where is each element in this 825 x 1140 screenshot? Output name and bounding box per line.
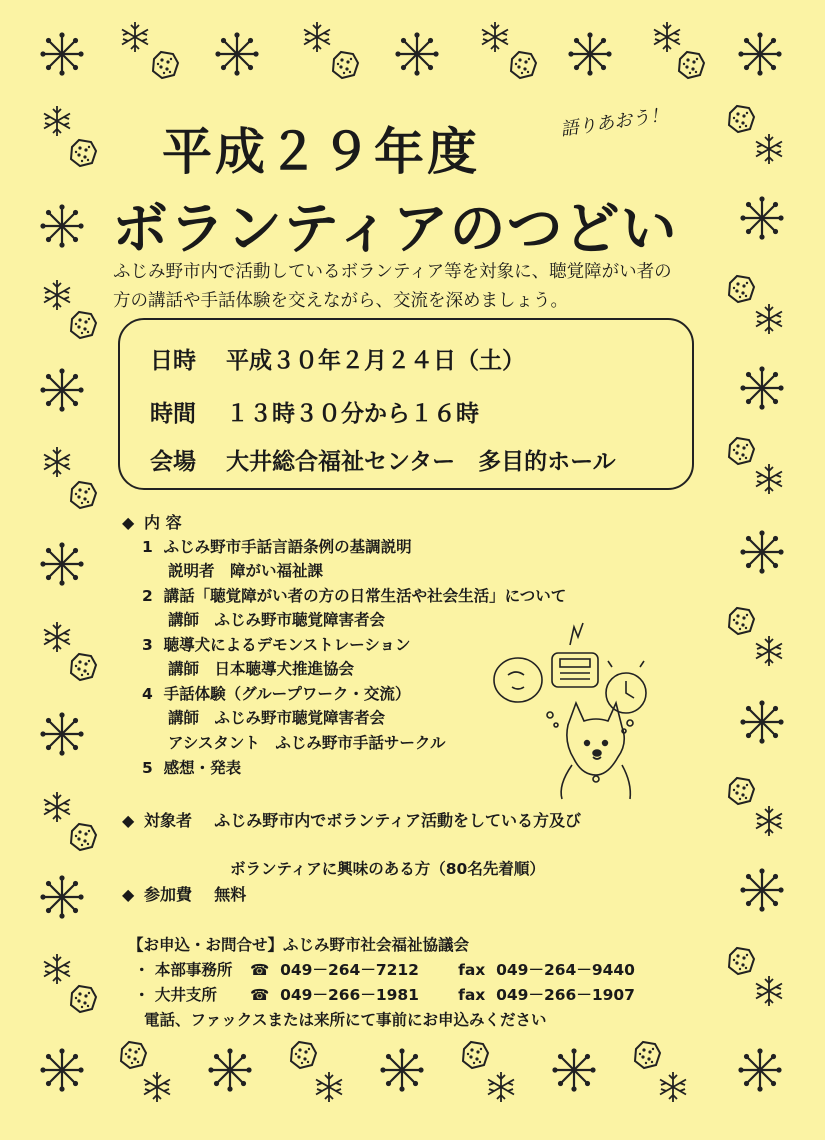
crystal-icon [118,1040,148,1070]
snowflake-icon [650,20,684,54]
snowflake-icon [740,868,784,912]
snowflake-icon [40,790,74,824]
list-item-sub: 講師 ふじみ野市聴覚障害者会 [168,709,386,727]
venue-value: 大井総合福祉センター 多目的ホール [226,449,616,475]
diamond-bullet-icon: ◆ [122,513,135,532]
snowflake-icon [40,368,84,412]
snowflake-icon [208,1048,252,1092]
target-label: 対象者 [144,811,193,830]
crystal-icon [288,1040,318,1070]
date-value: 平成３０年２月２４日（土） [226,348,525,374]
date-label: 日時 [150,348,196,374]
snowflake-icon [40,1048,84,1092]
fee-label: 参加費 [144,885,193,904]
crystal-icon [676,50,706,80]
office-tel: 049－266－1981 [280,986,419,1004]
list-item: 1 ふじみ野市手話言語条例の基調説明 [142,538,412,556]
crystal-icon [726,946,756,976]
crystal-icon [508,50,538,80]
snowflake-icon [738,32,782,76]
snowflake-icon [740,700,784,744]
snowflake-icon [484,1070,518,1104]
snowflake-icon [40,542,84,586]
office-name: ・ 本部事務所 [134,961,233,979]
fee-row [122,882,246,905]
list-item-sub: 講師 日本聴導犬推進協会 [168,660,355,678]
crystal-icon [726,104,756,134]
office-tel: 049－264－7212 [280,961,419,979]
list-item: 2 講話「聴覚障がい者の方の日常生活や社会生活」について [142,587,567,605]
snowflake-icon [740,196,784,240]
snowflake-icon [752,974,786,1008]
time-value: １３時３０分から１６時 [226,401,479,427]
crystal-icon [632,1040,662,1070]
snowflake-icon [752,132,786,166]
snowflake-icon [740,366,784,410]
list-item-sub: 説明者 障がい福祉課 [168,562,324,580]
snowflake-icon [312,1070,346,1104]
fax-label: fax [458,961,486,979]
diamond-bullet-icon: ◆ [122,885,135,904]
office-fax: 049－266－1907 [496,986,635,1004]
contact-heading: 【お申込・お問合せ】ふじみ野市社会福祉協議会 [128,936,470,954]
venue-row [150,443,616,476]
snowflake-icon [40,952,74,986]
office-fax: 049－264－9440 [496,961,635,979]
snowflake-icon [40,712,84,756]
crystal-icon [68,822,98,852]
crystal-icon [150,50,180,80]
snowflake-icon [738,1048,782,1092]
snowflake-icon [215,32,259,76]
snowflake-icon [40,875,84,919]
event-year-title: 平成２９年度 [162,123,480,181]
event-title: ボランティアのつどい [112,197,678,262]
crystal-icon [726,274,756,304]
target-row [122,808,581,831]
crystal-icon [68,984,98,1014]
contents-heading: ◆ 内 容 [122,513,182,532]
snowflake-icon [656,1070,690,1104]
snowflake-icon [752,634,786,668]
snowflake-icon [380,1048,424,1092]
fax-label: fax [458,986,486,1004]
office-row [134,958,635,980]
snowflake-icon [40,445,74,479]
list-item: 4 手話体験（グループワーク・交流） [142,685,411,703]
snowflake-icon [40,278,74,312]
crystal-icon [726,606,756,636]
date-row [150,342,525,375]
snowflake-icon [140,1070,174,1104]
snowflake-icon [752,302,786,336]
snowflake-icon [568,32,612,76]
office-name: ・ 大井支所 [134,986,217,1004]
hearing-dog-illustration [490,615,650,800]
event-info-box [118,318,694,490]
tagline: 語りあおう！ [559,104,670,141]
office-row [134,983,635,1005]
crystal-icon [68,138,98,168]
fee-value: 無料 [214,885,247,904]
phone-icon: ☎ [250,961,270,979]
time-row [150,395,479,428]
snowflake-icon [395,32,439,76]
list-item: 5 感想・発表 [142,759,242,777]
time-label: 時間 [150,401,196,427]
crystal-icon [460,1040,490,1070]
snowflake-icon [752,804,786,838]
intro-text: ふじみ野市内で活動しているボランティア等を対象に、聴覚障がい者の 方の講話や手話体験を交えながら、交流を深めましょう。 [113,262,672,311]
snowflake-icon [40,104,74,138]
snowflake-icon [740,530,784,574]
snowflake-icon [40,32,84,76]
target-line2: ボランティアに興味のある方（80名先着順） [230,860,545,878]
crystal-icon [68,652,98,682]
crystal-icon [68,480,98,510]
snowflake-icon [300,20,334,54]
crystal-icon [330,50,360,80]
snowflake-icon [40,204,84,248]
list-item-sub: 講師 ふじみ野市聴覚障害者会 [168,611,386,629]
crystal-icon [726,776,756,806]
snowflake-icon [118,20,152,54]
snowflake-icon [40,620,74,654]
contact-note: 電話、ファックスまたは来所にて事前にお申込みください [144,1011,547,1029]
venue-label: 会場 [150,449,196,475]
snowflake-icon [752,462,786,496]
list-item: 3 聴導犬によるデモンストレーション [142,636,411,654]
list-item-sub: アシスタント ふじみ野市手話サークル [168,734,446,752]
crystal-icon [68,310,98,340]
snowflake-icon [478,20,512,54]
diamond-bullet-icon: ◆ [122,811,135,830]
snowflake-icon [552,1048,596,1092]
target-line1: ふじみ野市内でボランティア活動をしている方及び [214,811,582,830]
phone-icon: ☎ [250,986,270,1004]
